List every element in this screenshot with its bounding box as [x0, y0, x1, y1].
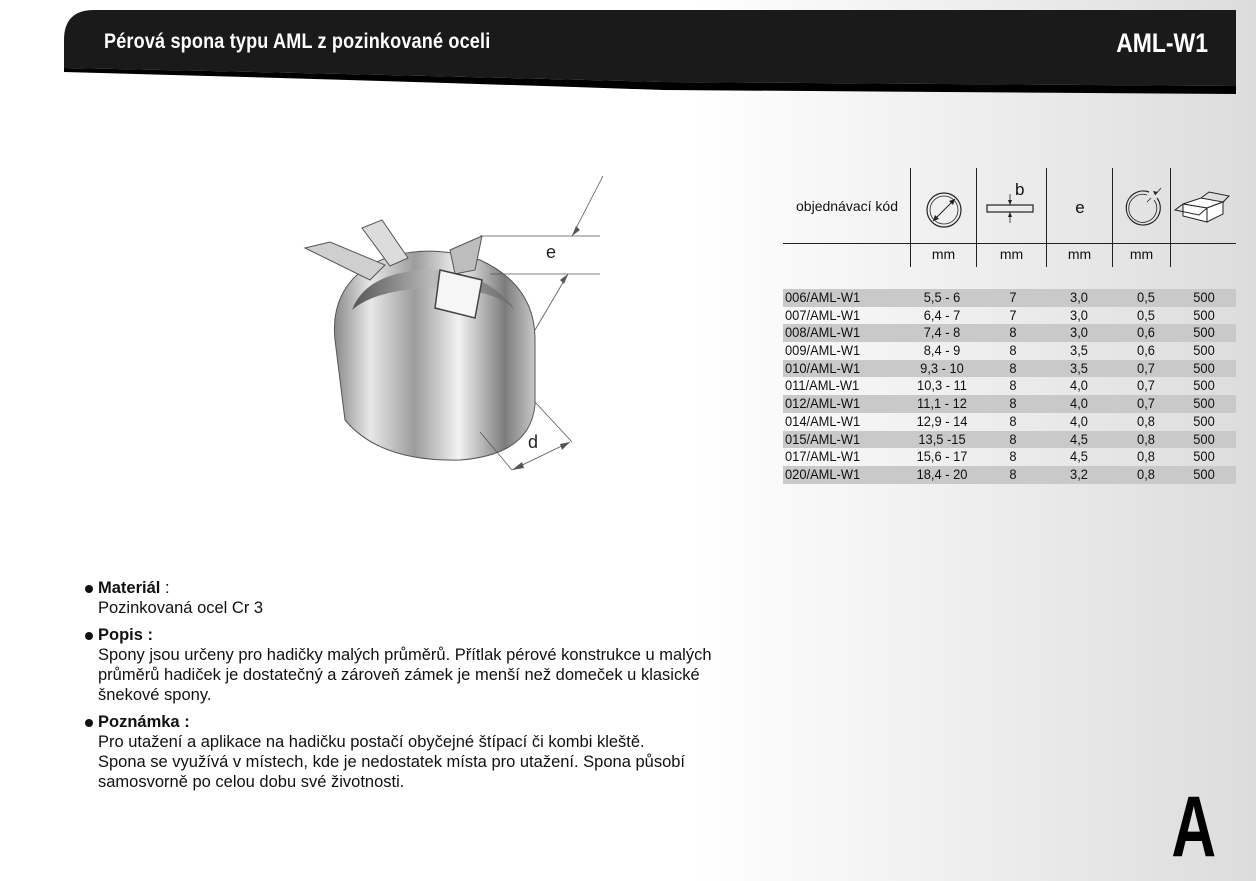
table-cell: 010/AML-W1: [785, 359, 861, 376]
table-cell: 011/AML-W1: [785, 377, 860, 394]
band-width-icon: [977, 168, 1047, 243]
unit-empty: [1171, 243, 1236, 267]
table-row: [783, 360, 1236, 378]
table-cell: 0,8: [1137, 412, 1155, 429]
table-cell: 8: [1009, 465, 1017, 482]
table-cell: 500: [1193, 377, 1215, 394]
table-cell: 500: [1193, 359, 1215, 376]
units-row: [783, 243, 1236, 267]
table-row: [783, 307, 1236, 325]
table-cell: 007/AML-W1: [785, 306, 861, 323]
header-b-label: b: [1015, 180, 1025, 199]
table-cell: 3,2: [1070, 465, 1088, 482]
product-illustration: [290, 170, 620, 490]
header-code-col: [783, 168, 911, 243]
unit-cell: mm: [1047, 243, 1113, 267]
table-row: [783, 395, 1236, 413]
table-body: [783, 289, 1236, 484]
table-cell: 13,5 -15: [918, 430, 966, 447]
unit-empty: [783, 243, 911, 267]
table-cell: 12,9 - 14: [916, 412, 968, 429]
table-header-row: [783, 168, 1236, 243]
material-text: Pozinkovaná ocel Cr 3: [98, 599, 264, 617]
table-cell: 500: [1193, 412, 1215, 429]
table-cell: 7,4 - 8: [923, 324, 961, 341]
popis-text: Spony jsou určeny pro hadičky malých průměrů. Přítlak pérové konstrukce u malých průměrů hadiček je dostatečný a zároveň zámek je menší než domeček u klasické šnekové spony.: [98, 646, 712, 704]
table-cell: 0,8: [1137, 430, 1155, 447]
diameter-icon: [911, 168, 977, 243]
page-title: Pérová spona typu AML z pozinkované oceli: [104, 30, 491, 53]
spec-table: [783, 168, 1236, 484]
table-cell: 0,8: [1137, 465, 1155, 482]
table-cell: 012/AML-W1: [785, 395, 861, 412]
table-row: [783, 413, 1236, 431]
table-cell: 0,5: [1137, 289, 1155, 305]
table-cell: 8: [1009, 324, 1017, 341]
table-cell: 15,6 - 17: [916, 448, 968, 465]
table-cell: 014/AML-W1: [785, 412, 861, 429]
table-cell: 3,5: [1070, 342, 1088, 359]
table-cell: 500: [1193, 306, 1215, 323]
header-e-col: [1047, 168, 1113, 243]
table-row: [783, 324, 1236, 342]
poznamka-text-2: Spona se využívá v místech, kde je nedostatek místa pro utažení. Spona působí samosvorně po celou dobu své životnosti.: [98, 753, 686, 791]
table-cell: 009/AML-W1: [785, 342, 861, 359]
table-cell: 500: [1193, 342, 1215, 359]
table-cell: 0,5: [1137, 306, 1155, 323]
table-cell: 500: [1193, 448, 1215, 465]
unit-cell: mm: [977, 243, 1047, 267]
table-cell: 8: [1009, 359, 1017, 376]
table-cell: 6,4 - 7: [923, 306, 961, 323]
header-code-label: objednávací kód: [796, 198, 898, 214]
poznamka-heading: Poznámka :: [85, 712, 765, 732]
popis-heading: Popis :: [85, 625, 765, 645]
table-cell: 8: [1009, 430, 1017, 447]
table-cell: 500: [1193, 465, 1215, 482]
table-cell: 9,3 - 10: [920, 359, 964, 376]
dimension-e-label: e: [546, 242, 557, 262]
table-row: [783, 342, 1236, 360]
header-e-label: e: [1075, 198, 1085, 217]
table-cell: 0,6: [1137, 324, 1155, 341]
table-cell: 3,0: [1070, 289, 1088, 305]
table-cell: 4,5: [1070, 430, 1088, 447]
package-box-icon: [1171, 168, 1236, 243]
table-cell: 0,6: [1137, 342, 1155, 359]
table-cell: 5,5 - 6: [923, 289, 961, 305]
table-cell: 8: [1009, 342, 1017, 359]
table-cell: 500: [1193, 324, 1215, 341]
table-cell: 11,1 - 12: [917, 395, 967, 412]
table-cell: 015/AML-W1: [785, 430, 861, 447]
material-heading: Materiál :: [85, 578, 765, 598]
table-row: [783, 448, 1236, 466]
table-cell: 020/AML-W1: [785, 465, 861, 482]
table-cell: 0,7: [1137, 395, 1155, 412]
table-row: [783, 466, 1236, 484]
table-cell: 3,0: [1070, 306, 1088, 323]
table-cell: 500: [1193, 289, 1215, 305]
table-cell: 0,7: [1137, 377, 1155, 394]
table-row: [783, 377, 1236, 395]
table-cell: 8: [1009, 395, 1017, 412]
table-cell: 4,0: [1070, 377, 1088, 394]
table-cell: 0,7: [1137, 359, 1155, 376]
dimension-d-label: d: [528, 432, 539, 452]
table-cell: 017/AML-W1: [785, 448, 861, 465]
unit-cell: mm: [911, 243, 977, 267]
table-cell: 10,3 - 11: [917, 377, 967, 394]
table-cell: 7: [1009, 306, 1017, 323]
table-cell: 4,5: [1070, 448, 1088, 465]
thickness-icon: [1113, 168, 1171, 243]
section-letter: A: [1171, 779, 1216, 875]
table-cell: 500: [1193, 430, 1215, 447]
table-cell: 7: [1009, 289, 1017, 305]
header-diameter-col: [911, 168, 977, 243]
table-row: [783, 289, 1236, 307]
header-package-col: [1171, 168, 1236, 243]
table-cell: 18,4 - 20: [916, 465, 968, 482]
table-cell: 0,8: [1137, 448, 1155, 465]
table-cell: 006/AML-W1: [785, 289, 861, 305]
hose-clamp-image: [290, 170, 620, 490]
product-code: AML-W1: [1116, 28, 1208, 58]
table-cell: 500: [1193, 395, 1215, 412]
poznamka-text-1: Pro utažení a aplikace na hadičku postačí obyčejné štípací či kombi kleště.: [98, 733, 645, 751]
header-band: [64, 10, 1236, 84]
table-cell: 4,0: [1070, 395, 1088, 412]
table-cell: 8: [1009, 377, 1017, 394]
table-cell: 008/AML-W1: [785, 324, 861, 341]
table-cell: 3,0: [1070, 324, 1088, 341]
table-cell: 3,5: [1070, 359, 1088, 376]
header-width-col: [977, 168, 1047, 243]
table-cell: 4,0: [1070, 412, 1088, 429]
table-cell: 8: [1009, 412, 1017, 429]
unit-cell: mm: [1113, 243, 1171, 267]
description: [85, 578, 765, 799]
table-row: [783, 431, 1236, 449]
table-cell: 8,4 - 9: [923, 342, 961, 359]
table-cell: 8: [1009, 448, 1017, 465]
header-thickness-col: [1113, 168, 1171, 243]
